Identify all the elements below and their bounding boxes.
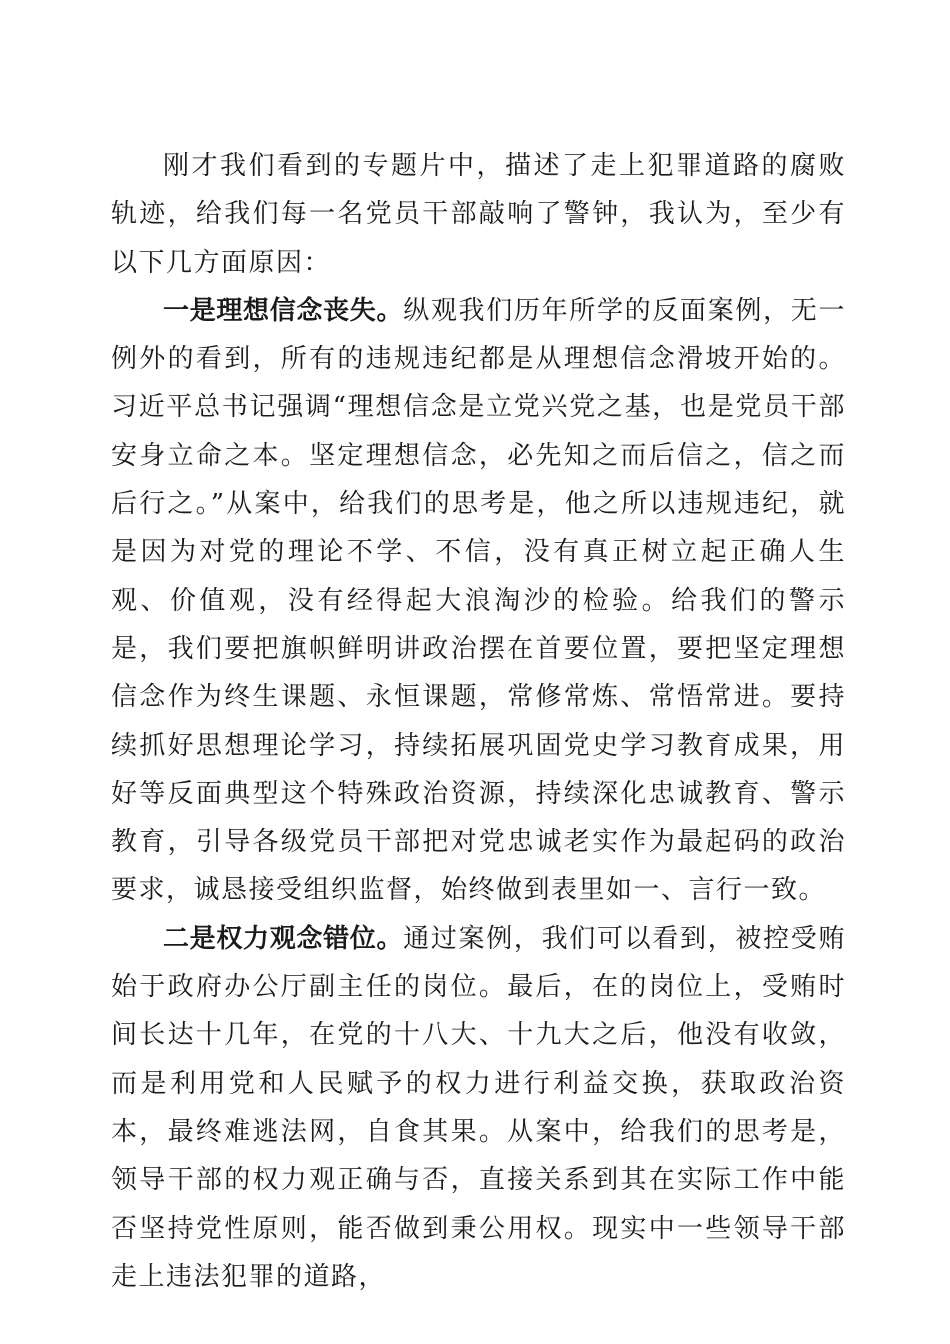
paragraph-text: 通过案例，我们可以看到，被控受贿始于政府办公厅副主任的岗位。最后，在的岗位上，受贿时间长达十几年，在党的十八大、十九大之后，他没有收敛，而是利用党和人民赋予的权力进行利益交换，获取政治资本，最终难逃法网，自食其果。从案中，给我们的思考是，领导干部的权力观正确与否，直接关系到其在实际工作中能否坚持党性原则，能否做到秉公用权。现实中一些领导干部走上违法犯罪的道路，: [111, 923, 846, 1292]
paragraph-ideals: [111, 287, 846, 915]
paragraph-text: 纵观我们历年所学的反面案例，无一例外的看到，所有的违规违纪都是从理想信念滑坡开始的。习近平总书记强调“理想信念是立党兴党之基，也是党员干部安身立命之本。坚定理想信念，必先知之而后信之，信之而后行之。”从案中，给我们的思考是，他之所以违规违纪，就是因为对党的理论不学、不信，没有真正树立起正确人生观、价值观，没有经得起大浪淘沙的检验。给我们的警示是，我们要把旗帜鲜明讲政治摆在首要位置，要把坚定理想信念作为终生课题、永恒课题，常修常炼、常悟常进。要持续抓好思想理论学习，持续拓展巩固党史学习教育成果，用好等反面典型这个特殊政治资源，持续深化忠诚教育、警示教育，引导各级党员干部把对党忠诚老实作为最起码的政治要求，诚恳接受组织监督，始终做到表里如一、言行一致。: [111, 295, 846, 906]
paragraph-heading: 二是权力观念错位。: [163, 923, 404, 954]
paragraph-text: 刚才我们看到的专题片中，描述了走上犯罪道路的腐败轨迹，给我们每一名党员干部敲响了警钟，我认为，至少有以下几方面原因：: [111, 151, 846, 278]
paragraph-heading: 一是理想信念丧失。: [163, 295, 404, 326]
paragraph-intro: [111, 142, 846, 287]
paragraph-power: [111, 915, 846, 1301]
document-body: [111, 142, 846, 1301]
